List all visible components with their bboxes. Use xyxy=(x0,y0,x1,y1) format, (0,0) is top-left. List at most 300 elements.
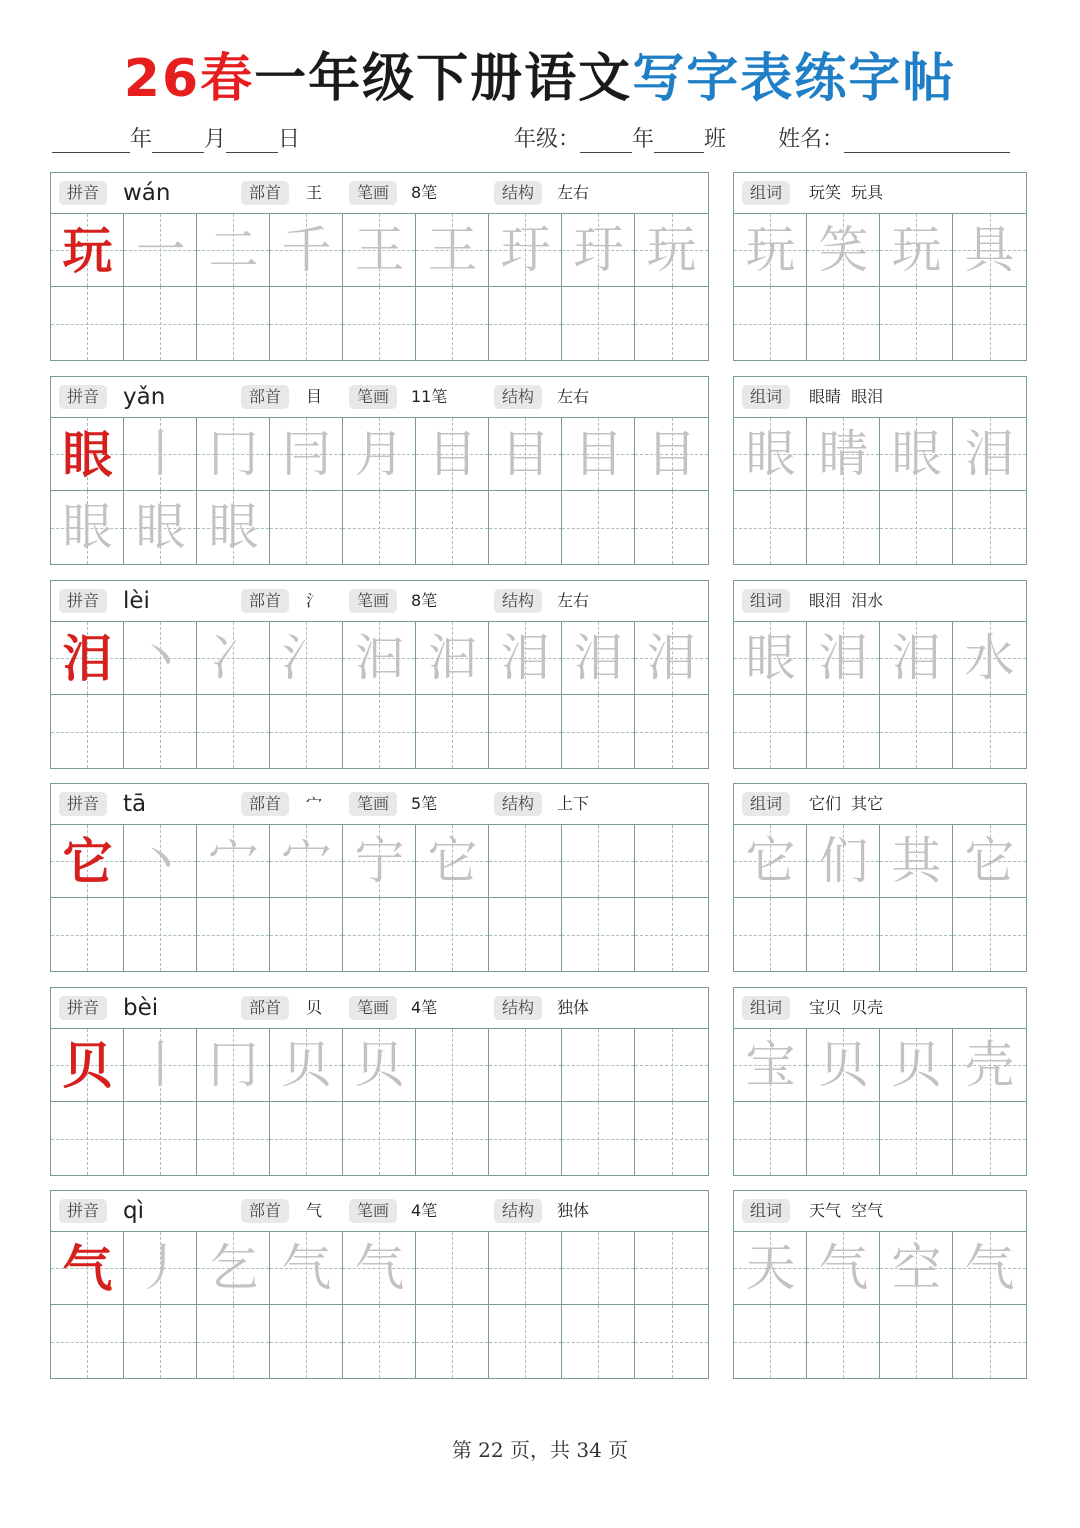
writing-cell[interactable] xyxy=(416,1232,489,1305)
structure-value: 左右 xyxy=(557,387,590,406)
structure-tag: 结构 xyxy=(494,996,542,1020)
writing-cell[interactable] xyxy=(562,1029,635,1102)
word-cell[interactable] xyxy=(880,1232,953,1305)
words-header xyxy=(734,377,1026,418)
year-label: 年 xyxy=(130,127,153,152)
writing-cell[interactable] xyxy=(270,622,343,695)
title-middle: 一年级下册语文 xyxy=(254,49,633,109)
char-info-header xyxy=(51,581,708,622)
words-value: 眼睛 眼泪 xyxy=(809,387,884,406)
writing-cell[interactable] xyxy=(51,214,124,287)
word-cell[interactable] xyxy=(807,1232,880,1305)
word-cell[interactable] xyxy=(734,1102,807,1175)
writing-cell[interactable] xyxy=(124,1029,197,1102)
words-header xyxy=(734,784,1026,825)
writing-cell[interactable] xyxy=(343,418,416,491)
word-cell[interactable] xyxy=(807,491,880,564)
char-card xyxy=(50,783,709,972)
radical-value: 贝 xyxy=(306,998,323,1017)
writing-cell[interactable] xyxy=(489,1102,562,1175)
writing-cell[interactable] xyxy=(562,287,635,360)
word-cell[interactable] xyxy=(953,622,1026,695)
word-cell[interactable] xyxy=(953,1102,1026,1175)
month-blank[interactable] xyxy=(152,129,204,153)
words-value: 它们 其它 xyxy=(809,794,884,813)
writing-cell[interactable] xyxy=(635,1232,708,1305)
word-character: 具 xyxy=(964,221,1015,279)
strokes-value: 4笔 xyxy=(411,1201,438,1220)
word-cell[interactable] xyxy=(953,898,1026,971)
word-cell[interactable] xyxy=(734,1029,807,1102)
words-value: 玩笑 玩具 xyxy=(809,183,884,202)
word-cell[interactable] xyxy=(807,1029,880,1102)
structure-value: 左右 xyxy=(557,183,590,202)
year-blank[interactable] xyxy=(52,129,130,153)
strokes-value: 5笔 xyxy=(411,794,438,813)
writing-cell[interactable] xyxy=(562,1232,635,1305)
writing-cell[interactable] xyxy=(343,825,416,898)
writing-cell[interactable] xyxy=(343,214,416,287)
radical-value: 氵 xyxy=(306,591,323,610)
class-label: 班 xyxy=(704,127,727,152)
word-cell[interactable] xyxy=(734,825,807,898)
word-cell[interactable] xyxy=(880,825,953,898)
word-cell[interactable] xyxy=(734,214,807,287)
writing-cell[interactable] xyxy=(51,1029,124,1102)
writing-cell[interactable] xyxy=(124,491,197,564)
writing-cell[interactable] xyxy=(562,898,635,971)
writing-cell[interactable] xyxy=(124,825,197,898)
writing-cell[interactable] xyxy=(124,1232,197,1305)
writing-cell[interactable] xyxy=(416,898,489,971)
word-character: 其 xyxy=(891,832,942,890)
writing-cell[interactable] xyxy=(343,287,416,360)
words-card xyxy=(733,376,1027,565)
char-card xyxy=(50,580,709,769)
model-character: 玩 xyxy=(62,221,113,280)
writing-cell[interactable] xyxy=(343,898,416,971)
word-cell[interactable] xyxy=(880,898,953,971)
writing-cell[interactable] xyxy=(635,418,708,491)
word-cell[interactable] xyxy=(734,695,807,768)
structure-tag: 结构 xyxy=(494,1199,542,1223)
radical-value: 王 xyxy=(306,183,323,202)
word-character: 贝 xyxy=(891,1036,942,1094)
writing-cell[interactable] xyxy=(51,1305,124,1378)
title-prefix: 26春 xyxy=(123,49,255,109)
words-header xyxy=(734,988,1026,1029)
words-tag: 组词 xyxy=(742,792,790,816)
writing-cell[interactable] xyxy=(489,898,562,971)
writing-cell[interactable] xyxy=(270,418,343,491)
writing-cell[interactable] xyxy=(416,1102,489,1175)
word-cell[interactable] xyxy=(953,1029,1026,1102)
char-info-header xyxy=(51,377,708,418)
writing-cell[interactable] xyxy=(197,287,270,360)
word-character: 宝 xyxy=(745,1036,796,1094)
word-cell[interactable] xyxy=(953,825,1026,898)
pinyin-tag: 拼音 xyxy=(59,996,107,1020)
writing-cell[interactable] xyxy=(197,1102,270,1175)
word-character: 泪 xyxy=(818,629,869,687)
writing-cell[interactable] xyxy=(635,622,708,695)
word-cell[interactable] xyxy=(953,287,1026,360)
writing-cell[interactable] xyxy=(635,1305,708,1378)
word-character: 它 xyxy=(745,832,796,890)
writing-cell[interactable] xyxy=(635,1102,708,1175)
stroke-step: 泪 xyxy=(573,629,624,687)
grade-blank[interactable] xyxy=(580,129,632,153)
info-row xyxy=(52,122,1024,154)
word-cell[interactable] xyxy=(880,1305,953,1378)
word-cell[interactable] xyxy=(880,695,953,768)
char-card xyxy=(50,172,709,361)
stroke-step: 眼 xyxy=(62,498,113,556)
radical-tag: 部首 xyxy=(241,1199,289,1223)
stroke-step: 丨 xyxy=(135,1036,186,1094)
writing-cell[interactable] xyxy=(197,1232,270,1305)
word-character: 笑 xyxy=(818,221,869,279)
stroke-step: 贝 xyxy=(354,1036,405,1094)
stroke-step: 千 xyxy=(281,221,332,279)
word-character: 眼 xyxy=(745,425,796,483)
writing-cell[interactable] xyxy=(562,491,635,564)
word-cell[interactable] xyxy=(953,1305,1026,1378)
word-cell[interactable] xyxy=(953,214,1026,287)
word-cell[interactable] xyxy=(807,695,880,768)
writing-cell[interactable] xyxy=(124,695,197,768)
word-cell[interactable] xyxy=(807,622,880,695)
strokes-tag: 笔画 xyxy=(349,385,397,409)
word-cell[interactable] xyxy=(734,287,807,360)
model-character: 它 xyxy=(62,832,113,891)
structure-value: 上下 xyxy=(557,794,590,813)
structure-tag: 结构 xyxy=(494,181,542,205)
writing-cell[interactable] xyxy=(562,1102,635,1175)
word-character: 们 xyxy=(818,832,869,890)
writing-cell[interactable] xyxy=(562,825,635,898)
class-blank[interactable] xyxy=(654,129,704,153)
page-footer: 第 22 页，共 34 页 xyxy=(451,1438,629,1462)
pinyin-value: yǎn xyxy=(123,384,166,410)
writing-cell[interactable] xyxy=(270,491,343,564)
writing-cell[interactable] xyxy=(124,898,197,971)
writing-cell[interactable] xyxy=(51,1102,124,1175)
writing-cell[interactable] xyxy=(489,214,562,287)
words-tag: 组词 xyxy=(742,181,790,205)
writing-cell[interactable] xyxy=(489,1232,562,1305)
word-cell[interactable] xyxy=(807,418,880,491)
word-cell[interactable] xyxy=(807,898,880,971)
month-label: 月 xyxy=(204,127,227,152)
pinyin-value: wán xyxy=(123,180,171,206)
writing-cell[interactable] xyxy=(416,695,489,768)
writing-cell[interactable] xyxy=(197,898,270,971)
writing-cell[interactable] xyxy=(416,418,489,491)
writing-cell[interactable] xyxy=(270,825,343,898)
writing-cell[interactable] xyxy=(416,491,489,564)
writing-cell[interactable] xyxy=(124,622,197,695)
writing-cell[interactable] xyxy=(489,1029,562,1102)
writing-cell[interactable] xyxy=(197,695,270,768)
writing-cell[interactable] xyxy=(343,1102,416,1175)
stroke-step: 目 xyxy=(646,425,697,483)
word-cell[interactable] xyxy=(807,287,880,360)
stroke-step: 宀 xyxy=(208,832,259,890)
words-card xyxy=(733,1190,1027,1379)
writing-cell[interactable] xyxy=(197,825,270,898)
stroke-step: 它 xyxy=(427,832,478,890)
writing-cell[interactable] xyxy=(197,214,270,287)
stroke-step: 一 xyxy=(135,221,186,279)
word-cell[interactable] xyxy=(807,1102,880,1175)
word-character: 水 xyxy=(964,629,1015,687)
word-cell[interactable] xyxy=(953,695,1026,768)
pinyin-tag: 拼音 xyxy=(59,385,107,409)
stroke-step: 汩 xyxy=(354,629,405,687)
words-header xyxy=(734,173,1026,214)
strokes-tag: 笔画 xyxy=(349,181,397,205)
radical-value: 目 xyxy=(306,387,323,406)
writing-cell[interactable] xyxy=(51,825,124,898)
word-cell[interactable] xyxy=(953,418,1026,491)
model-character: 眼 xyxy=(62,425,113,484)
word-cell[interactable] xyxy=(880,214,953,287)
pinyin-tag: 拼音 xyxy=(59,181,107,205)
writing-cell[interactable] xyxy=(489,695,562,768)
writing-cell[interactable] xyxy=(489,418,562,491)
word-character: 泪 xyxy=(964,425,1015,483)
writing-cell[interactable] xyxy=(270,1029,343,1102)
writing-cell[interactable] xyxy=(416,825,489,898)
word-cell[interactable] xyxy=(734,491,807,564)
page-title xyxy=(0,36,1080,109)
structure-tag: 结构 xyxy=(494,589,542,613)
stroke-step: 眼 xyxy=(208,498,259,556)
stroke-step: 丶 xyxy=(135,832,186,890)
word-cell[interactable] xyxy=(734,1232,807,1305)
word-cell[interactable] xyxy=(880,418,953,491)
writing-cell[interactable] xyxy=(416,622,489,695)
writing-cell[interactable] xyxy=(489,622,562,695)
writing-cell[interactable] xyxy=(635,491,708,564)
stroke-step: 玗 xyxy=(573,221,624,279)
radical-tag: 部首 xyxy=(241,792,289,816)
stroke-step: 王 xyxy=(427,221,478,279)
stroke-step: 泪 xyxy=(646,629,697,687)
writing-cell[interactable] xyxy=(635,898,708,971)
pinyin-value: bèi xyxy=(123,995,159,1021)
writing-cell[interactable] xyxy=(270,214,343,287)
stroke-step: 冃 xyxy=(281,425,332,483)
stroke-step: 冂 xyxy=(208,425,259,483)
writing-cell[interactable] xyxy=(562,214,635,287)
writing-cell[interactable] xyxy=(51,622,124,695)
structure-value: 独体 xyxy=(557,1201,590,1220)
writing-cell[interactable] xyxy=(51,1232,124,1305)
writing-cell[interactable] xyxy=(562,1305,635,1378)
word-cell[interactable] xyxy=(807,1305,880,1378)
radical-tag: 部首 xyxy=(241,996,289,1020)
writing-cell[interactable] xyxy=(343,622,416,695)
writing-cell[interactable] xyxy=(635,214,708,287)
writing-cell[interactable] xyxy=(489,825,562,898)
char-info-header xyxy=(51,1191,708,1232)
model-character: 气 xyxy=(62,1239,113,1298)
word-cell[interactable] xyxy=(807,825,880,898)
word-cell[interactable] xyxy=(880,1029,953,1102)
stroke-step: 目 xyxy=(573,425,624,483)
word-cell[interactable] xyxy=(734,418,807,491)
writing-cell[interactable] xyxy=(635,1029,708,1102)
stroke-step: 月 xyxy=(354,425,405,483)
char-info-header xyxy=(51,988,708,1029)
stroke-step: 宁 xyxy=(354,832,405,890)
writing-cell[interactable] xyxy=(416,214,489,287)
words-value: 宝贝 贝壳 xyxy=(809,998,884,1017)
day-blank[interactable] xyxy=(226,129,278,153)
grade-year-label: 年 xyxy=(632,127,655,152)
writing-cell[interactable] xyxy=(51,898,124,971)
word-character: 贝 xyxy=(818,1036,869,1094)
writing-cell[interactable] xyxy=(416,1305,489,1378)
words-tag: 组词 xyxy=(742,589,790,613)
writing-cell[interactable] xyxy=(489,287,562,360)
writing-cell[interactable] xyxy=(489,1305,562,1378)
radical-tag: 部首 xyxy=(241,385,289,409)
stroke-step: 氵 xyxy=(281,629,332,687)
word-cell[interactable] xyxy=(807,214,880,287)
stroke-step: 丶 xyxy=(135,629,186,687)
writing-cell[interactable] xyxy=(270,898,343,971)
strokes-tag: 笔画 xyxy=(349,589,397,613)
word-character: 天 xyxy=(745,1239,796,1297)
stroke-step: 目 xyxy=(500,425,551,483)
writing-cell[interactable] xyxy=(270,1305,343,1378)
writing-cell[interactable] xyxy=(51,695,124,768)
name-blank[interactable] xyxy=(844,129,1010,153)
writing-cell[interactable] xyxy=(124,1305,197,1378)
words-card xyxy=(733,987,1027,1176)
strokes-tag: 笔画 xyxy=(349,792,397,816)
writing-cell[interactable] xyxy=(343,695,416,768)
word-cell[interactable] xyxy=(734,1305,807,1378)
word-cell[interactable] xyxy=(880,1102,953,1175)
writing-cell[interactable] xyxy=(489,491,562,564)
writing-cell[interactable] xyxy=(343,1305,416,1378)
word-cell[interactable] xyxy=(880,622,953,695)
writing-cell[interactable] xyxy=(562,622,635,695)
writing-cell[interactable] xyxy=(197,1029,270,1102)
stroke-step: 宀 xyxy=(281,832,332,890)
word-cell[interactable] xyxy=(953,1232,1026,1305)
writing-cell[interactable] xyxy=(197,491,270,564)
writing-cell[interactable] xyxy=(562,418,635,491)
words-card xyxy=(733,783,1027,972)
words-tag: 组词 xyxy=(742,1199,790,1223)
stroke-step: 玩 xyxy=(646,221,697,279)
strokes-value: 4笔 xyxy=(411,998,438,1017)
stroke-step: 乞 xyxy=(208,1239,259,1297)
pinyin-tag: 拼音 xyxy=(59,589,107,613)
writing-cell[interactable] xyxy=(635,287,708,360)
writing-cell[interactable] xyxy=(51,287,124,360)
title-suffix: 写字表练字帖 xyxy=(632,49,957,109)
writing-cell[interactable] xyxy=(416,1029,489,1102)
writing-cell[interactable] xyxy=(124,287,197,360)
strokes-tag: 笔画 xyxy=(349,1199,397,1223)
structure-value: 独体 xyxy=(557,998,590,1017)
writing-cell[interactable] xyxy=(270,1232,343,1305)
writing-cell[interactable] xyxy=(270,695,343,768)
writing-cell[interactable] xyxy=(343,491,416,564)
radical-tag: 部首 xyxy=(241,589,289,613)
word-cell[interactable] xyxy=(880,491,953,564)
writing-cell[interactable] xyxy=(343,1232,416,1305)
stroke-step: 气 xyxy=(354,1239,405,1297)
writing-cell[interactable] xyxy=(124,418,197,491)
radical-tag: 部首 xyxy=(241,181,289,205)
radical-value: 气 xyxy=(306,1201,323,1220)
writing-cell[interactable] xyxy=(562,695,635,768)
writing-cell[interactable] xyxy=(270,1102,343,1175)
word-character: 眼 xyxy=(745,629,796,687)
word-cell[interactable] xyxy=(880,287,953,360)
word-character: 气 xyxy=(964,1239,1015,1297)
name-label: 姓名： xyxy=(778,127,845,152)
stroke-step: 王 xyxy=(354,221,405,279)
stroke-step: 丿 xyxy=(135,1239,186,1297)
char-card xyxy=(50,987,709,1176)
structure-tag: 结构 xyxy=(494,792,542,816)
words-value: 天气 空气 xyxy=(809,1201,884,1220)
writing-cell[interactable] xyxy=(197,622,270,695)
words-header xyxy=(734,1191,1026,1232)
stroke-step: 汩 xyxy=(427,629,478,687)
writing-cell[interactable] xyxy=(270,287,343,360)
word-cell[interactable] xyxy=(734,622,807,695)
writing-cell[interactable] xyxy=(197,1305,270,1378)
words-value: 眼泪 泪水 xyxy=(809,591,884,610)
day-label: 日 xyxy=(278,127,301,152)
words-header xyxy=(734,581,1026,622)
word-character: 眼 xyxy=(891,425,942,483)
writing-cell[interactable] xyxy=(124,1102,197,1175)
model-character: 泪 xyxy=(62,629,113,688)
word-cell[interactable] xyxy=(734,898,807,971)
words-tag: 组词 xyxy=(742,385,790,409)
writing-cell[interactable] xyxy=(416,287,489,360)
words-tag: 组词 xyxy=(742,996,790,1020)
stroke-step: 气 xyxy=(281,1239,332,1297)
writing-cell[interactable] xyxy=(343,1029,416,1102)
writing-cell[interactable] xyxy=(197,418,270,491)
strokes-tag: 笔画 xyxy=(349,996,397,1020)
word-cell[interactable] xyxy=(953,491,1026,564)
pinyin-value: tā xyxy=(123,791,147,817)
writing-cell[interactable] xyxy=(635,695,708,768)
writing-cell[interactable] xyxy=(635,825,708,898)
stroke-step: 眼 xyxy=(135,498,186,556)
grade-label: 年级： xyxy=(514,127,581,152)
writing-cell[interactable] xyxy=(51,418,124,491)
pinyin-value: qì xyxy=(123,1198,144,1224)
word-character: 空 xyxy=(891,1239,942,1297)
strokes-value: 8笔 xyxy=(411,183,438,202)
structure-value: 左右 xyxy=(557,591,590,610)
writing-cell[interactable] xyxy=(51,491,124,564)
writing-cell[interactable] xyxy=(124,214,197,287)
